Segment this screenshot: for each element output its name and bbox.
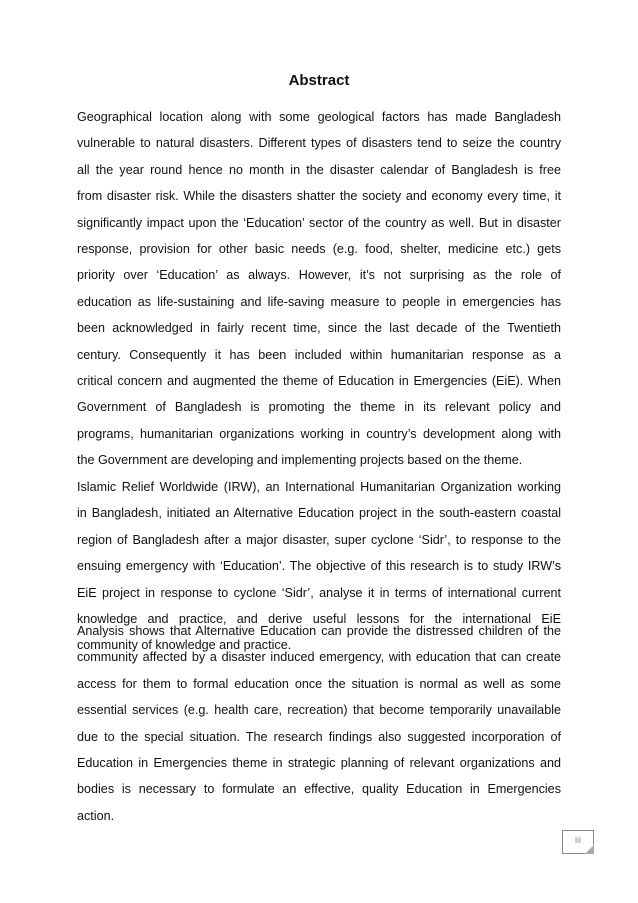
text-line: EiE project in response to cyclone ‘Sidr’, analyse it in terms of international current xyxy=(77,585,561,600)
abstract-heading: Abstract xyxy=(288,72,350,89)
text-line: bodies is necessary to formulate an effective, quality Education in Emergencies xyxy=(77,782,561,797)
text-line: in Bangladesh, initiated an Alternative Education project in the south-eastern coastal xyxy=(77,506,561,521)
text-line: Geographical location along with some geological factors has made Bangladesh xyxy=(77,110,561,124)
page-number-box xyxy=(562,830,594,854)
text-line: programs, humanitarian organizations working in country’s development along with xyxy=(77,426,561,441)
text-line: Education in Emergencies theme in strategic planning of relevant organizations and xyxy=(77,755,561,770)
paragraph-3 xyxy=(77,618,561,829)
text-line: due to the special situation. The research findings also suggested incorporation of xyxy=(77,729,561,744)
text-line: community affected by a disaster induced emergency, with education that can create xyxy=(77,650,561,665)
text-line: all the year round hence no month in the disaster calendar of Bangladesh is free xyxy=(77,162,561,177)
text-line: Islamic Relief Worldwide (IRW), an International Humanitarian Organization working xyxy=(77,480,561,494)
text-line: access for them to formal education once the situation is normal as well as some xyxy=(77,676,561,691)
text-line: community of knowledge and practice. xyxy=(77,638,292,653)
text-line: the Government are developing and implementing projects based on the theme. xyxy=(77,453,523,468)
text-line: knowledge and practice, and derive useful lessons for the international EiE xyxy=(77,611,561,626)
page-number: iii xyxy=(575,835,581,845)
text-line: century. Consequently it has been included within humanitarian response as a xyxy=(77,347,561,362)
text-line: been acknowledged in fairly recent time, since the last decade of the Twentieth xyxy=(77,321,561,336)
text-line: essential services (e.g. health care, recreation) that become temporarily unavailable xyxy=(77,703,561,718)
text-line: priority over ‘Education’ as always. However, it’s not surprising as the role of xyxy=(77,268,561,283)
text-line: education as life-sustaining and life-saving measure to people in emergencies has xyxy=(77,294,561,309)
text-line: action. xyxy=(77,808,115,823)
text-line: Government of Bangladesh is promoting the theme in its relevant policy and xyxy=(77,400,561,415)
text-line: from disaster risk. While the disasters shatter the society and economy every time, it xyxy=(77,189,561,204)
paragraph-1 xyxy=(77,104,561,473)
text-line: response, provision for other basic needs (e.g. food, shelter, medicine etc.) gets xyxy=(77,241,561,256)
text-line: critical concern and augmented the theme of Education in Emergencies (EiE). When xyxy=(77,373,561,388)
text-line: vulnerable to natural disasters. Different types of disasters tend to seize the country xyxy=(77,136,561,151)
text-line: significantly impact upon the ‘Education’ sector of the country as well. But in disaster xyxy=(77,215,561,230)
text-line: ensuing emergency with ‘Education’. The objective of this research is to study IRW’s xyxy=(77,559,561,574)
text-line: Analysis shows that Alternative Education can provide the distressed children of the xyxy=(77,624,561,638)
page-curl-icon xyxy=(585,845,594,854)
text-line: region of Bangladesh after a major disaster, super cyclone ‘Sidr’, to response to the xyxy=(77,532,561,547)
